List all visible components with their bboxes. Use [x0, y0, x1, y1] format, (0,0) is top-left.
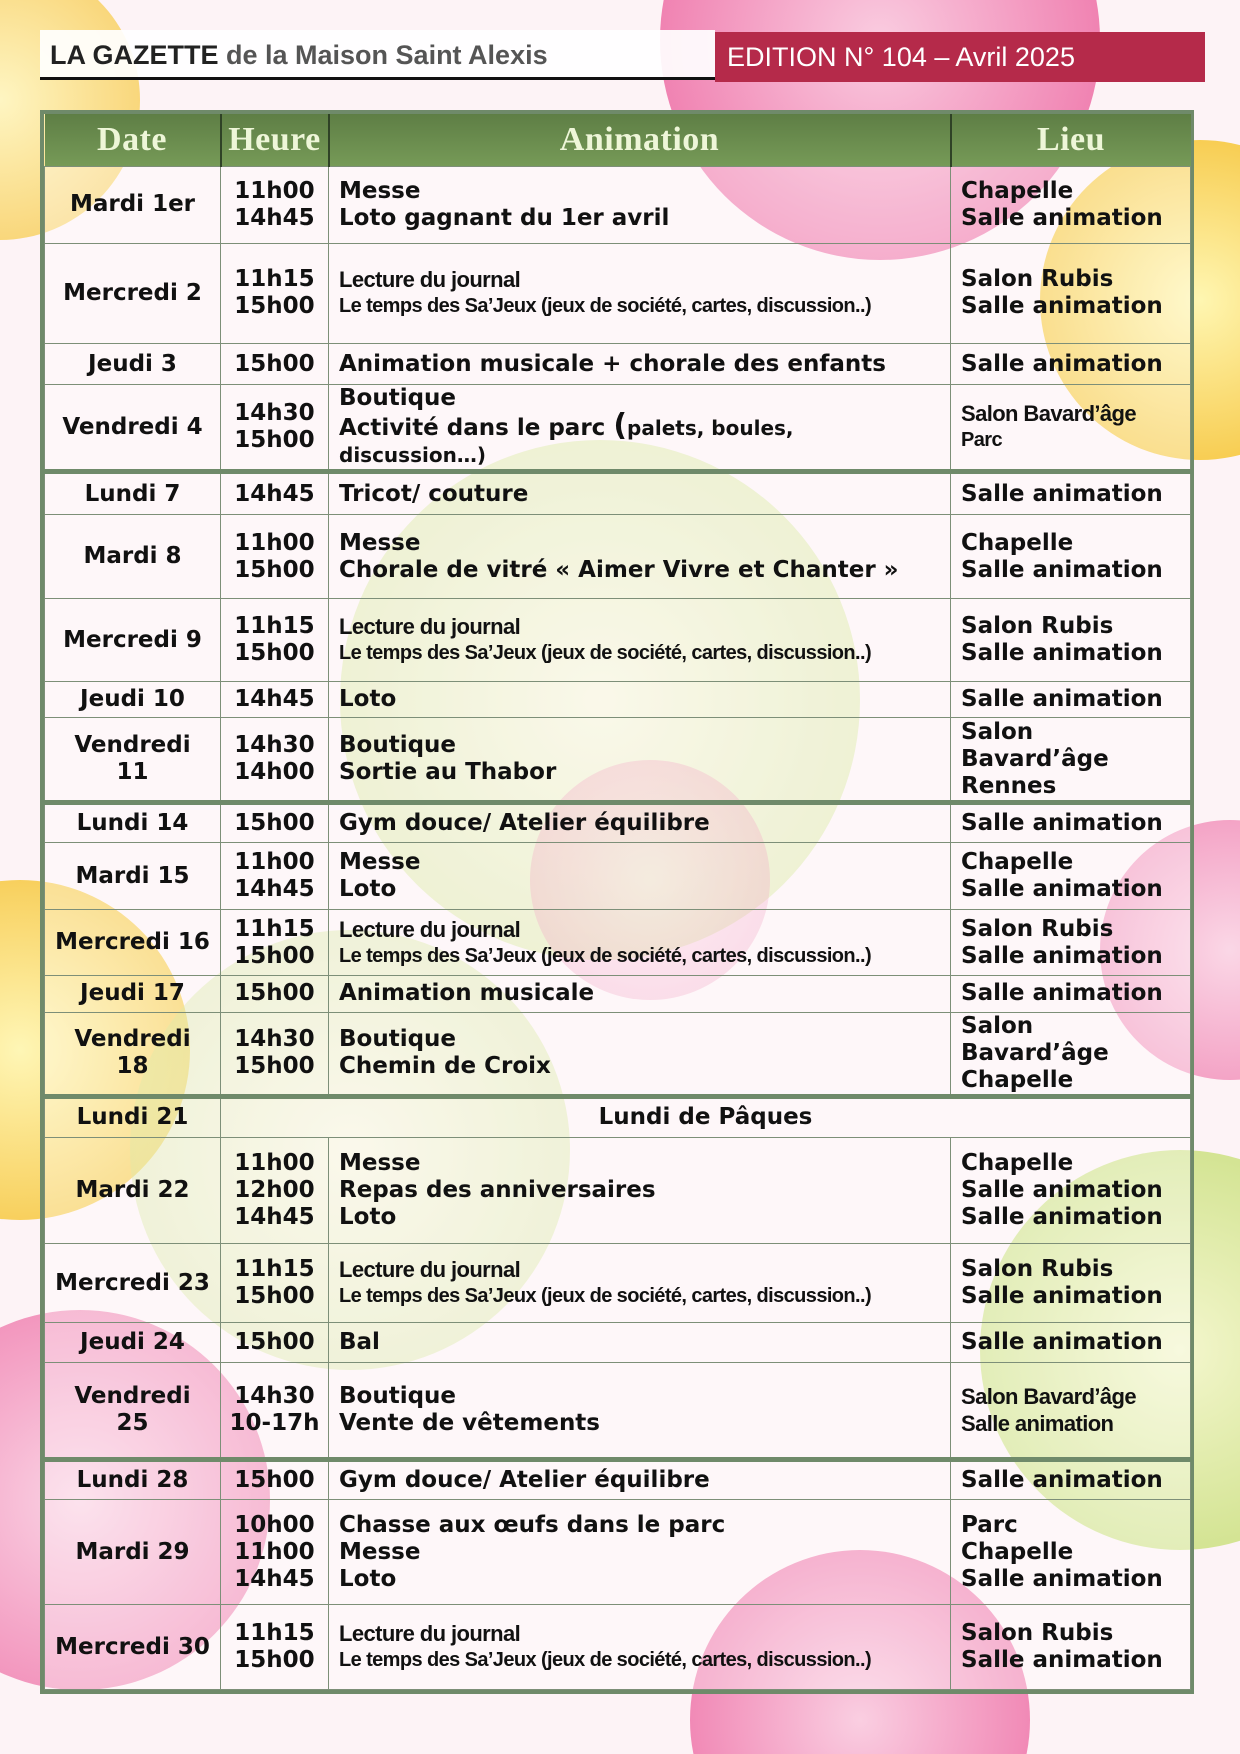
lieu-cell: Salle animation [951, 1460, 1191, 1500]
column-header-lieu: Lieu [951, 114, 1191, 167]
date-cell: Mardi 8 [45, 514, 221, 599]
lieu-cell: Salon Bavard’âge Chapelle [951, 1012, 1191, 1097]
schedule-table [44, 114, 1191, 1690]
animation-cell: Boutique Chemin de Croix [329, 1012, 951, 1097]
date-cell: Vendredi 4 [45, 384, 221, 472]
date-cell: Vendredi 11 [45, 718, 221, 803]
hour-cell: 10h00 11h00 14h45 [221, 1500, 329, 1605]
lieu-cell: Salle animation [951, 472, 1191, 514]
lieu-cell: Salle animation [951, 1322, 1191, 1362]
animation-cell: Messe Repas des anniversaires Loto [329, 1137, 951, 1244]
date-cell: Mardi 15 [45, 843, 221, 910]
lieu-cell: Parc Chapelle Salle animation [951, 1500, 1191, 1605]
animation-cell: Gym douce/ Atelier équilibre [329, 1460, 951, 1500]
table-row [45, 1322, 1191, 1362]
table-row [45, 909, 1191, 976]
lieu-cell: Salon Bavard’âge Parc [951, 384, 1191, 472]
table-row [45, 682, 1191, 718]
table-row [45, 802, 1191, 842]
table-row [45, 843, 1191, 910]
animation-cell: Lecture du journal Le temps des Sa’Jeux (jeux de société, cartes, discussion..) [329, 1244, 951, 1323]
table-row [45, 243, 1191, 344]
table-row [45, 472, 1191, 514]
gazette-header [40, 30, 1205, 84]
animation-cell: Animation musicale [329, 976, 951, 1012]
hour-cell: 14h45 [221, 472, 329, 514]
lieu-cell: Salon Rubis Salle animation [951, 599, 1191, 682]
hour-cell: 15h00 [221, 1322, 329, 1362]
animation-cell: Animation musicale + chorale des enfants [329, 344, 951, 384]
date-cell: Mercredi 16 [45, 909, 221, 976]
column-header-date: Date [45, 114, 221, 167]
animation-cell: Tricot/ couture [329, 472, 951, 514]
date-cell: Mardi 29 [45, 1500, 221, 1605]
lieu-cell: Chapelle Salle animation [951, 167, 1191, 244]
hour-cell: 11h15 15h00 [221, 909, 329, 976]
lieu-cell: Chapelle Salle animation [951, 843, 1191, 910]
table-row [45, 384, 1191, 472]
lieu-cell: Salon Rubis Salle animation [951, 1244, 1191, 1323]
date-cell: Mercredi 9 [45, 599, 221, 682]
table-row [45, 167, 1191, 244]
table-row [45, 1097, 1191, 1137]
hour-cell: 14h30 14h00 [221, 718, 329, 803]
edition-banner: EDITION N° 104 – Avril 2025 [715, 32, 1205, 82]
animation-cell: Lecture du journal Le temps des Sa’Jeux (jeux de société, cartes, discussion..) [329, 1605, 951, 1690]
hour-cell: 11h00 12h00 14h45 [221, 1137, 329, 1244]
table-header-row [45, 114, 1191, 167]
lieu-cell: Salon Rubis Salle animation [951, 909, 1191, 976]
date-cell: Mercredi 2 [45, 243, 221, 344]
hour-cell: 11h00 14h45 [221, 167, 329, 244]
date-cell: Lundi 7 [45, 472, 221, 514]
hour-cell: 11h15 15h00 [221, 1605, 329, 1690]
table-row [45, 976, 1191, 1012]
table-row [45, 514, 1191, 599]
lieu-cell: Salon Bavard’âge Rennes [951, 718, 1191, 803]
animation-cell: Boutique Vente de vêtements [329, 1363, 951, 1460]
lieu-cell: Salon Rubis Salle animation [951, 243, 1191, 344]
animation-cell: Chasse aux œufs dans le parc Messe Loto [329, 1500, 951, 1605]
animation-cell: Messe Chorale de vitré « Aimer Vivre et Chanter » [329, 514, 951, 599]
table-row [45, 1500, 1191, 1605]
holiday-cell: Lundi de Pâques [221, 1097, 1191, 1137]
hour-cell: 14h30 10-17h [221, 1363, 329, 1460]
date-cell: Mardi 1er [45, 167, 221, 244]
date-cell: Lundi 21 [45, 1097, 221, 1137]
animation-cell: Lecture du journal Le temps des Sa’Jeux (jeux de société, cartes, discussion..) [329, 599, 951, 682]
animation-cell: Boutique Activité dans le parc (palets, boules, discussion…) [329, 384, 951, 472]
animation-cell: Loto [329, 682, 951, 718]
date-cell: Jeudi 24 [45, 1322, 221, 1362]
date-cell: Vendredi 25 [45, 1363, 221, 1460]
lieu-cell: Salle animation [951, 344, 1191, 384]
table-row [45, 1012, 1191, 1097]
date-cell: Mercredi 23 [45, 1244, 221, 1323]
date-cell: Mercredi 30 [45, 1605, 221, 1690]
table-row [45, 1244, 1191, 1323]
schedule-table-wrapper [40, 110, 1194, 1694]
table-row [45, 1363, 1191, 1460]
hour-cell: 15h00 [221, 344, 329, 384]
animation-cell: Lecture du journal Le temps des Sa’Jeux (jeux de société, cartes, discussion..) [329, 909, 951, 976]
animation-cell: Bal [329, 1322, 951, 1362]
gazette-title: LA GAZETTE de la Maison Saint Alexis [40, 30, 715, 80]
lieu-cell: Salle animation [951, 976, 1191, 1012]
animation-cell: Lecture du journal Le temps des Sa’Jeux (jeux de société, cartes, discussion..) [329, 243, 951, 344]
hour-cell: 15h00 [221, 802, 329, 842]
lieu-cell: Salon Bavard’âge Salle animation [951, 1363, 1191, 1460]
date-cell: Mardi 22 [45, 1137, 221, 1244]
hour-cell: 11h00 14h45 [221, 843, 329, 910]
hour-cell: 11h15 15h00 [221, 599, 329, 682]
table-row [45, 344, 1191, 384]
column-header-animation: Animation [329, 114, 951, 167]
hour-cell: 14h30 15h00 [221, 384, 329, 472]
hour-cell: 11h00 15h00 [221, 514, 329, 599]
table-row [45, 1460, 1191, 1500]
lieu-cell: Salon Rubis Salle animation [951, 1605, 1191, 1690]
date-cell: Jeudi 17 [45, 976, 221, 1012]
hour-cell: 11h15 15h00 [221, 243, 329, 344]
table-row [45, 1605, 1191, 1690]
animation-cell: Gym douce/ Atelier équilibre [329, 802, 951, 842]
animation-cell: Messe Loto gagnant du 1er avril [329, 167, 951, 244]
date-cell: Lundi 28 [45, 1460, 221, 1500]
column-header-heure: Heure [221, 114, 329, 167]
lieu-cell: Chapelle Salle animation Salle animation [951, 1137, 1191, 1244]
hour-cell: 15h00 [221, 1460, 329, 1500]
animation-cell: Messe Loto [329, 843, 951, 910]
date-cell: Jeudi 3 [45, 344, 221, 384]
table-row [45, 1137, 1191, 1244]
animation-cell: Boutique Sortie au Thabor [329, 718, 951, 803]
hour-cell: 11h15 15h00 [221, 1244, 329, 1323]
date-cell: Lundi 14 [45, 802, 221, 842]
lieu-cell: Chapelle Salle animation [951, 514, 1191, 599]
table-row [45, 599, 1191, 682]
hour-cell: 15h00 [221, 976, 329, 1012]
table-row [45, 718, 1191, 803]
hour-cell: 14h45 [221, 682, 329, 718]
lieu-cell: Salle animation [951, 682, 1191, 718]
lieu-cell: Salle animation [951, 802, 1191, 842]
date-cell: Vendredi 18 [45, 1012, 221, 1097]
hour-cell: 14h30 15h00 [221, 1012, 329, 1097]
date-cell: Jeudi 10 [45, 682, 221, 718]
